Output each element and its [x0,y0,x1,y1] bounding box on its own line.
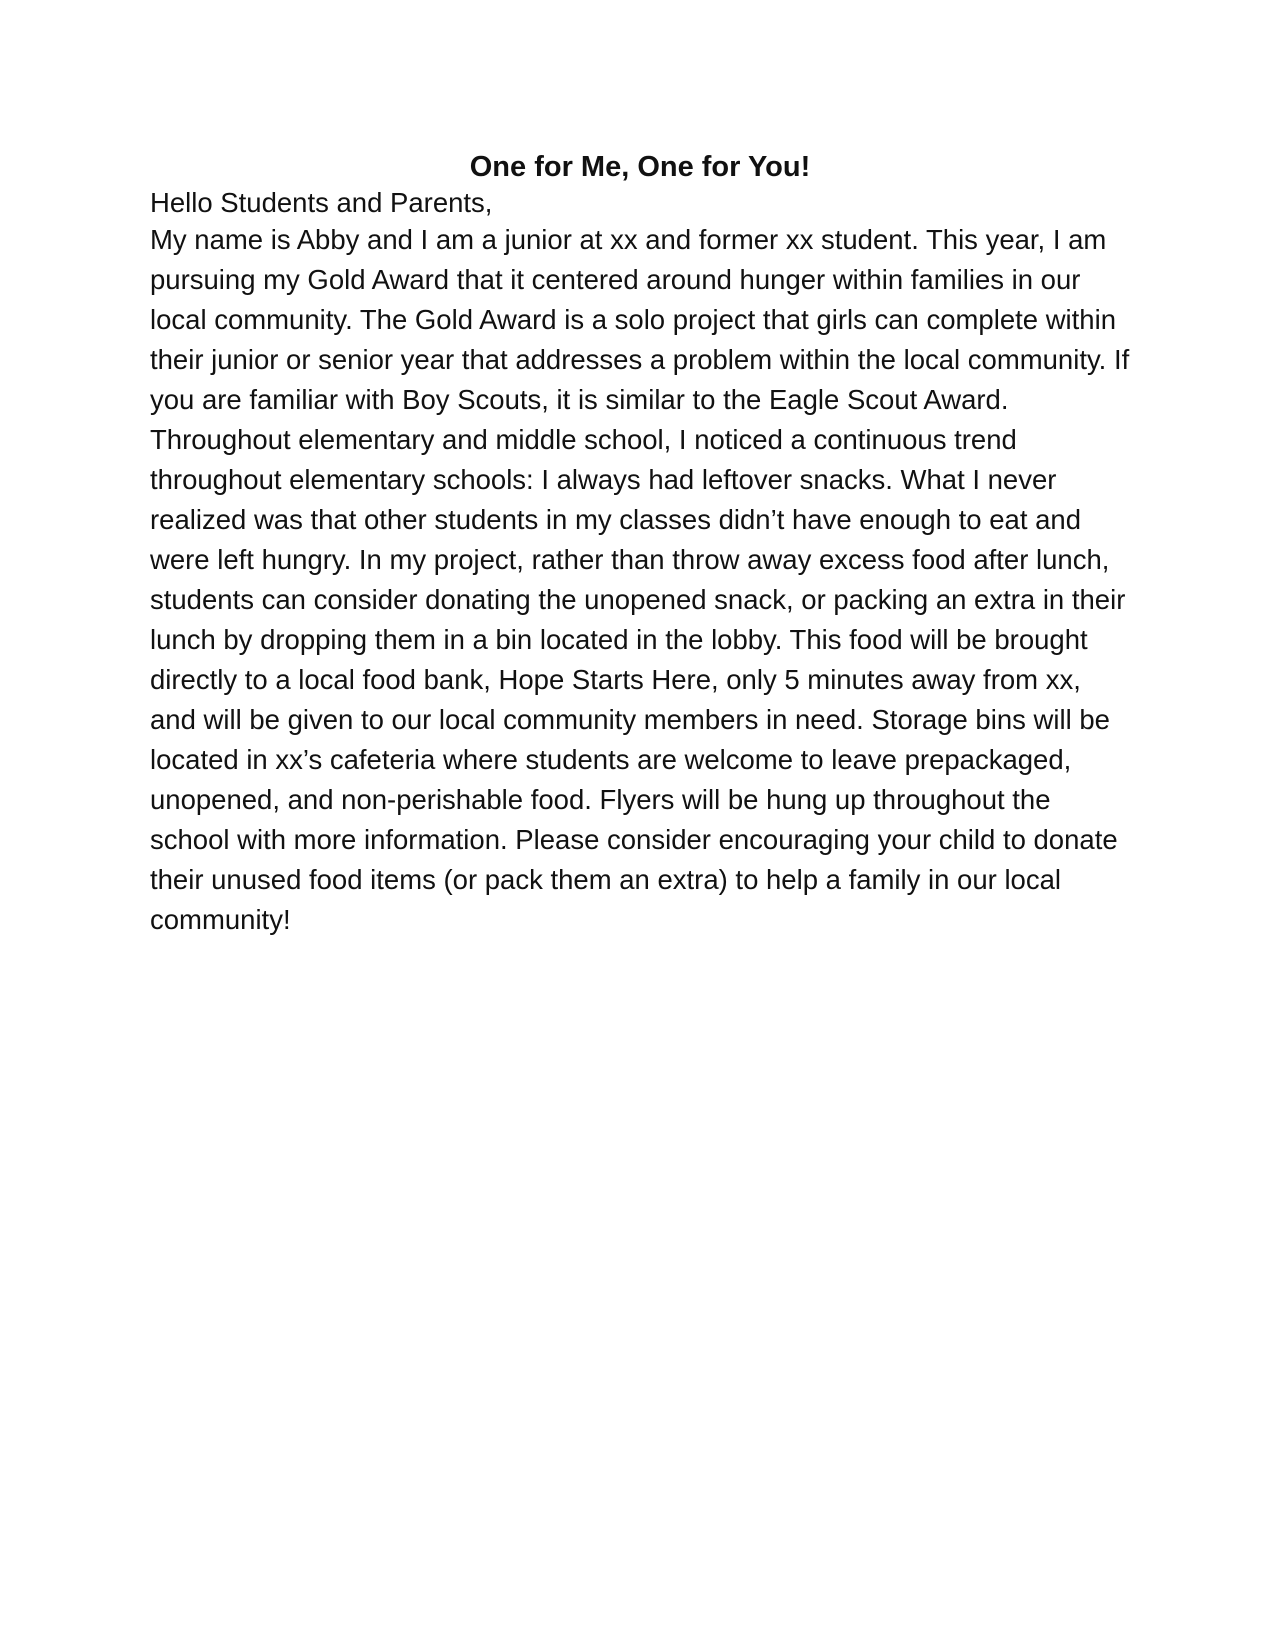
letter-content [150,149,1130,940]
letter-body: My name is Abby and I am a junior at xx and former xx student. This year, I am pursuing my Gold Award that it centered around hunger within families in our local community. The Gold Award is a solo project that girls can complete within their junior or senior year that addresses a problem within the local community. If you are familiar with Boy Scouts, it is similar to the Eagle Scout Award. Throughout elementary and middle school, I noticed a continuous trend throughout elementary schools: I always had leftover snacks. What I never realized was that other students in my classes didn’t have enough to eat and were left hungry. In my project, rather than throw away excess food after lunch, students can consider donating the unopened snack, or packing an extra in their lunch by dropping them in a bin located in the lobby. This food will be brought directly to a local food bank, Hope Starts Here, only 5 minutes away from xx, and will be given to our local community members in need. Storage bins will be located in xx’s cafeteria where students are welcome to leave prepackaged, unopened, and non-perishable food. Flyers will be hung up throughout the school with more information. Please consider encouraging your child to donate their unused food items (or pack them an extra) to help a family in our local community! [150,224,1130,935]
letter-title: One for Me, One for You! [469,151,811,183]
letter-greeting: Hello Students and Parents, [150,187,493,218]
